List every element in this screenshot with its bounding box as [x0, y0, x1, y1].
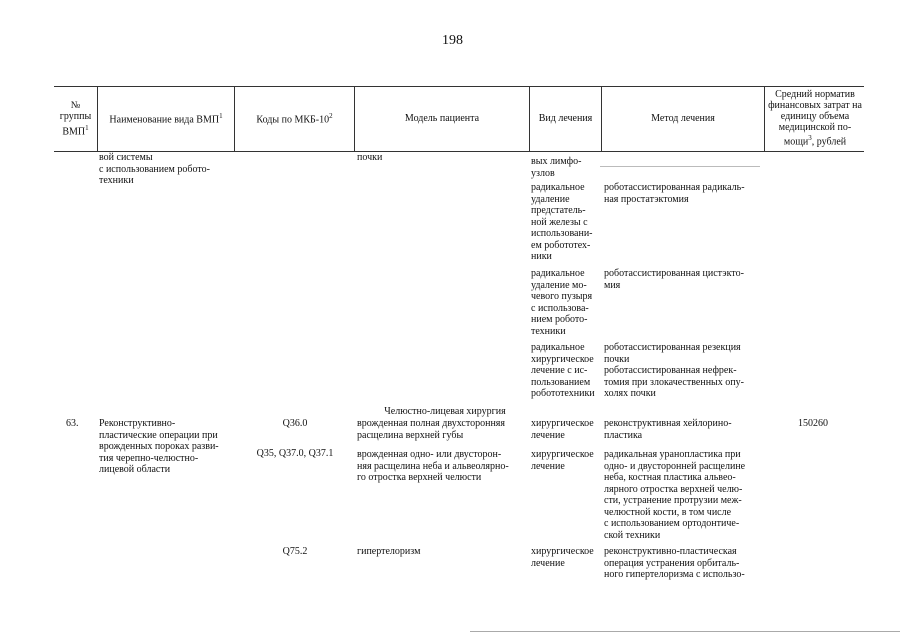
header-patient-model: Модель пациента	[404, 112, 480, 124]
row-1-codes: Q36.0	[282, 418, 308, 429]
row-2-patient-model: врожденная одно- или двусторон- няя расщелина неба и альвеолярно- го отростка верхней челюсти	[357, 449, 509, 483]
continued-method-2: роботассистированная цистэкто- мия	[604, 268, 744, 291]
header-hmp-type: Наименование вида ВМП$^1$	[109, 112, 223, 126]
row-1-patient-model: врожденная полная двухсторонняя расщелина верхней губы	[357, 418, 506, 441]
row-2-treatment: хирургическое лечение	[531, 449, 594, 472]
group-number: 63.	[66, 418, 79, 429]
header-treatment-method: Метод лечения	[651, 112, 715, 124]
scan-line-top	[600, 166, 760, 167]
group-cost: 150260	[798, 418, 828, 429]
continued-treatment-3: радикальное хирургическое лечение с ис- пользованием робототехники	[531, 342, 595, 399]
header-group-number: № группы ВМП$^1$	[59, 99, 92, 137]
table-top-border	[54, 86, 864, 87]
row-2-method: радикальная уранопластика при одно- и двусторонней расщелине неба, костная пластика альвео- лярного отростка верхней челю- сти, устранение протрузии меж- челюстной кости, в том числе с использованием ортодонтиче- ской техники	[604, 449, 746, 541]
continued-treatment-0: вых лимфо- узлов	[531, 156, 582, 179]
page-number: 198	[442, 33, 463, 48]
continued-hmp-type: вой системы с использованием робото- техники	[99, 152, 210, 186]
continued-patient-model: почки	[357, 152, 383, 163]
row-3-codes: Q75.2	[282, 546, 308, 557]
continued-treatment-1: радикальное удаление предстатель- ной железы с использовани- ем робототех- ники	[531, 182, 593, 262]
continued-method-1: роботассистированная радикаль- ная простатэктомия	[604, 182, 745, 205]
row-1-method: реконструктивная хейлорино- пластика	[604, 418, 732, 441]
row-2-codes: Q35, Q37.0, Q37.1	[256, 448, 334, 459]
continued-treatment-2: радикальное удаление мо- чевого пузыря с использова- нием робото- техники	[531, 268, 593, 337]
header-cost-norm: Средний норматив финансовых затрат на единицу объема медицинской по- мощи$^3$, рублей	[768, 89, 862, 148]
section-title: Челюстно-лицевая хирургия	[384, 406, 506, 417]
group-hmp-type: Реконструктивно- пластические операции при врожденных пороках разви- тия черепно-челюстно- лицевой области	[99, 418, 219, 475]
header-treatment-type: Вид лечения	[538, 112, 593, 124]
continued-method-3: роботассистированная резекция почки роботассистированная нефрек- томия при злокачественных опу- холях почки	[604, 342, 744, 399]
scan-line-bottom	[470, 631, 900, 632]
row-3-method: реконструктивно-пластическая операция устранения орбиталь- ного гипертелоризма с использо-	[604, 546, 745, 580]
header-icd-codes: Коды по МКБ-$10^2$	[256, 112, 333, 126]
row-3-treatment: хирургическое лечение	[531, 546, 594, 569]
row-3-patient-model: гипертелоризм	[357, 546, 421, 557]
row-1-treatment: хирургическое лечение	[531, 418, 594, 441]
